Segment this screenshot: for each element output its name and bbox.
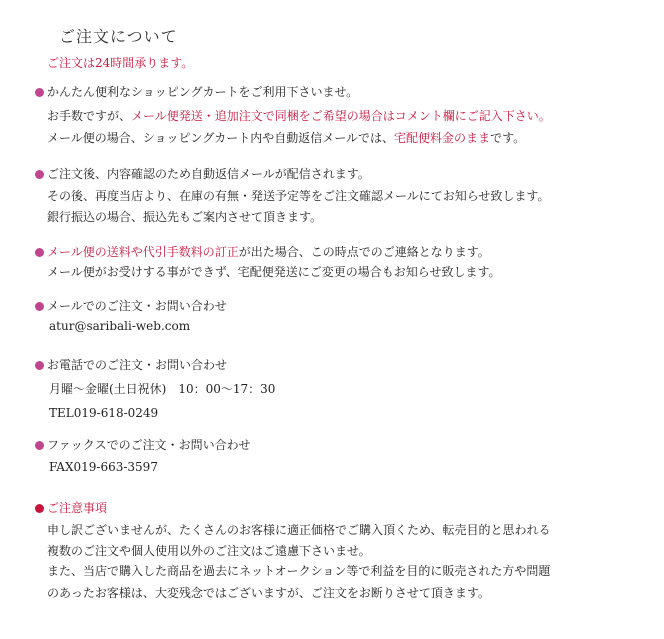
phone-number: TEL019-618-0249 — [49, 406, 159, 420]
bullet-icon — [35, 170, 44, 179]
section-notice-line-3: また、当店で購入した商品を過去にネットオークション等で利益を目的に販売された方や問題 — [47, 564, 551, 578]
section-cart-line-1-text: お手数ですが、 — [47, 109, 132, 123]
section-fax-heading: ファックスでのご注文・お問い合わせ — [47, 438, 251, 452]
bullet-icon — [35, 504, 44, 513]
section-cart-line-2-end: です。 — [490, 131, 526, 145]
section-notice-heading: ご注意事項 — [47, 501, 108, 515]
section-shipping-heading-highlight: メール便の送料や代引手数料の訂正 — [47, 245, 239, 259]
section-notice-line-4: のあったお客様は、大変残念ではございますが、ご注文をお断りさせて頂きます。 — [47, 586, 490, 600]
page-title: ご注文について — [59, 27, 178, 46]
section-notice-line-1: 申し訳ございませんが、たくさんのお客様に適正価格でご購入頂くため、転売目的と思われる — [47, 523, 551, 537]
section-shipping-heading — [47, 244, 490, 260]
section-shipping-line-1: メール便がお受けする事ができず、宅配便発送にご変更の場合もお知らせ致します。 — [47, 265, 501, 279]
section-confirm-line-2: 銀行振込の場合、振込先もご案内させて頂きます。 — [47, 210, 323, 224]
bullet-icon — [35, 302, 44, 311]
section-cart-line-2-text: メール便の場合、ショッピングカート内や自動返信メールでは、 — [47, 131, 395, 145]
section-phone-heading: お電話でのご注文・お問い合わせ — [47, 358, 228, 372]
section-cart-line-1 — [47, 108, 551, 124]
section-cart-heading: かんたん便利なショッピングカートをご利用下さいませ。 — [47, 85, 359, 99]
section-email-heading: メールでのご注文・お問い合わせ — [47, 299, 227, 313]
section-confirm-heading: ご注文後、内容確認のため自動返信メールが配信されます。 — [47, 167, 370, 181]
bullet-icon — [35, 248, 44, 257]
section-cart-line-1-highlight: メール便発送・追加注文で同梱をご希望の場合はコメント欄にご記入下さい。 — [131, 109, 551, 123]
email-address: atur@saribali-web.com — [49, 319, 191, 333]
section-cart-line-2-highlight: 宅配便料金のまま — [394, 131, 491, 145]
bullet-icon — [35, 361, 44, 370]
section-confirm-line-1: その後、再度当店より、在庫の有無・発送予定等をご注文確認メールにてお知らせ致します。 — [47, 189, 550, 203]
section-notice-line-2: 複数のご注文や個人使用以外のご注文はご遠慮下さいませ。 — [47, 544, 371, 558]
bullet-icon — [35, 88, 44, 97]
section-shipping-heading-text: が出た場合、この時点でのご連絡となります。 — [238, 245, 490, 259]
page-subtitle: ご注文は24時間承ります。 — [47, 56, 194, 70]
fax-number: FAX019-663-3597 — [49, 460, 158, 474]
business-hours: 月曜〜金曜(土日祝休) 10：00〜17：30 — [49, 382, 276, 396]
section-cart-line-2 — [47, 130, 525, 146]
bullet-icon — [35, 441, 44, 450]
